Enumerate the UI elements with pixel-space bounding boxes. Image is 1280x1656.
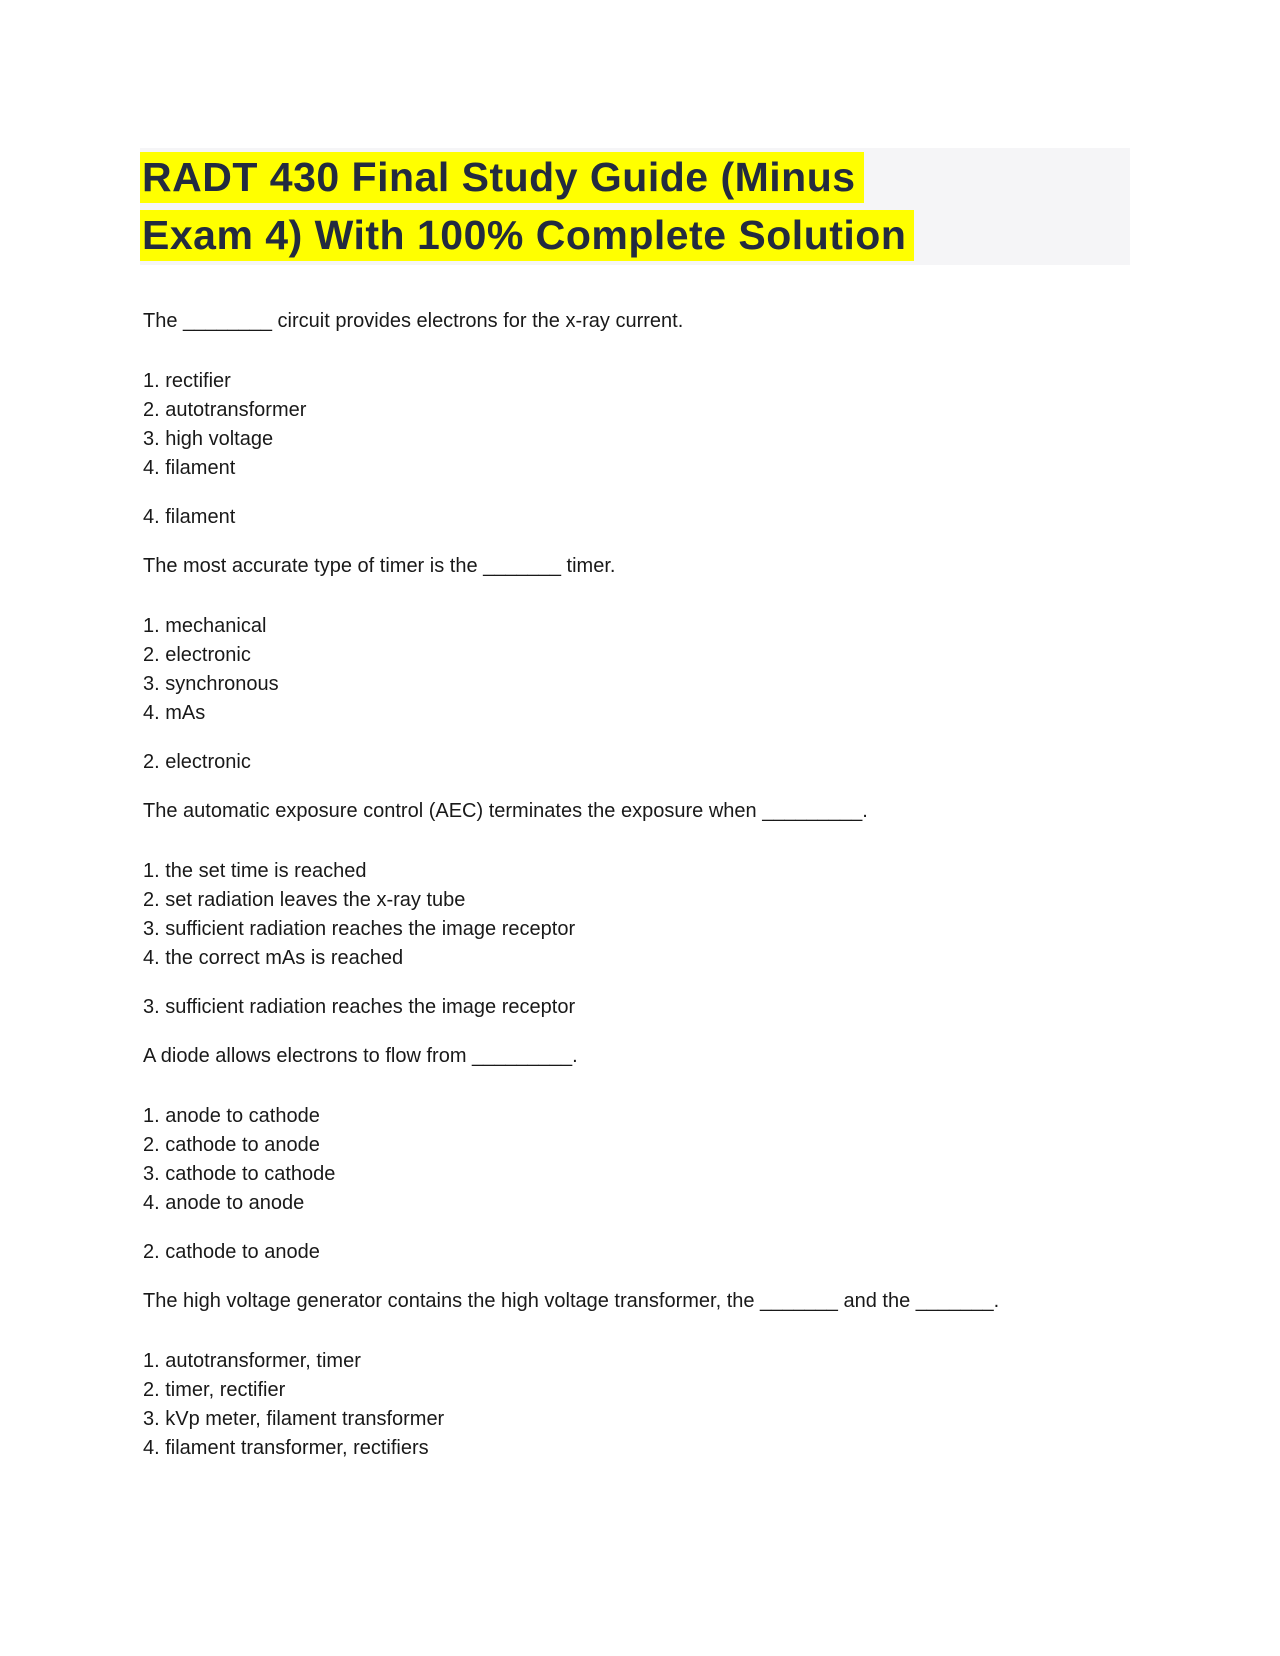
options-list (143, 612, 1143, 728)
options-list (143, 1347, 1143, 1463)
options-list (143, 367, 1143, 483)
document-title-block (140, 148, 1130, 265)
options-list (143, 1102, 1143, 1218)
question-block (143, 797, 1143, 1022)
answer-text: 2. cathode to anode (143, 1241, 320, 1263)
option-text: 3. kVp meter, filament transformer (143, 1408, 445, 1430)
option-text: 2. electronic (143, 644, 251, 666)
page-title (140, 148, 1130, 264)
option-text: 1. rectifier (143, 370, 231, 392)
question-block (143, 1042, 1143, 1267)
title-line-1: RADT 430 Final Study Guide (Minus (140, 152, 864, 203)
answer-text: 2. electronic (143, 751, 251, 773)
option-text: 3. synchronous (143, 673, 279, 695)
question-block (143, 307, 1143, 532)
question-text: The automatic exposure control (AEC) terminates the exposure when _________. (143, 800, 868, 822)
question-text: The high voltage generator contains the high voltage transformer, the _______ and the _______. (143, 1290, 1000, 1312)
questions-list (143, 307, 1143, 1463)
option-text: 3. sufficient radiation reaches the image receptor (143, 918, 576, 940)
question-text: The most accurate type of timer is the _______ timer. (143, 555, 616, 577)
option-text: 2. timer, rectifier (143, 1379, 286, 1401)
option-text: 1. the set time is reached (143, 860, 367, 882)
question-block (143, 552, 1143, 777)
title-line-2: Exam 4) With 100% Complete Solution (140, 210, 914, 261)
option-text: 4. mAs (143, 702, 206, 724)
option-text: 2. autotransformer (143, 399, 307, 421)
option-text: 1. autotransformer, timer (143, 1350, 361, 1372)
option-text: 1. anode to cathode (143, 1105, 320, 1127)
option-text: 4. anode to anode (143, 1192, 305, 1214)
option-text: 3. cathode to cathode (143, 1163, 336, 1185)
answer-text: 3. sufficient radiation reaches the image receptor (143, 996, 576, 1018)
option-text: 4. the correct mAs is reached (143, 947, 404, 969)
question-block (143, 1287, 1143, 1463)
options-list (143, 857, 1143, 973)
question-text: A diode allows electrons to flow from _________. (143, 1045, 578, 1067)
option-text: 4. filament transformer, rectifiers (143, 1437, 429, 1459)
option-text: 1. mechanical (143, 615, 267, 637)
answer-text: 4. filament (143, 506, 236, 528)
option-text: 4. filament (143, 457, 236, 479)
question-text: The ________ circuit provides electrons for the x-ray current. (143, 310, 684, 332)
option-text: 2. set radiation leaves the x-ray tube (143, 889, 466, 911)
option-text: 3. high voltage (143, 428, 274, 450)
option-text: 2. cathode to anode (143, 1134, 320, 1156)
